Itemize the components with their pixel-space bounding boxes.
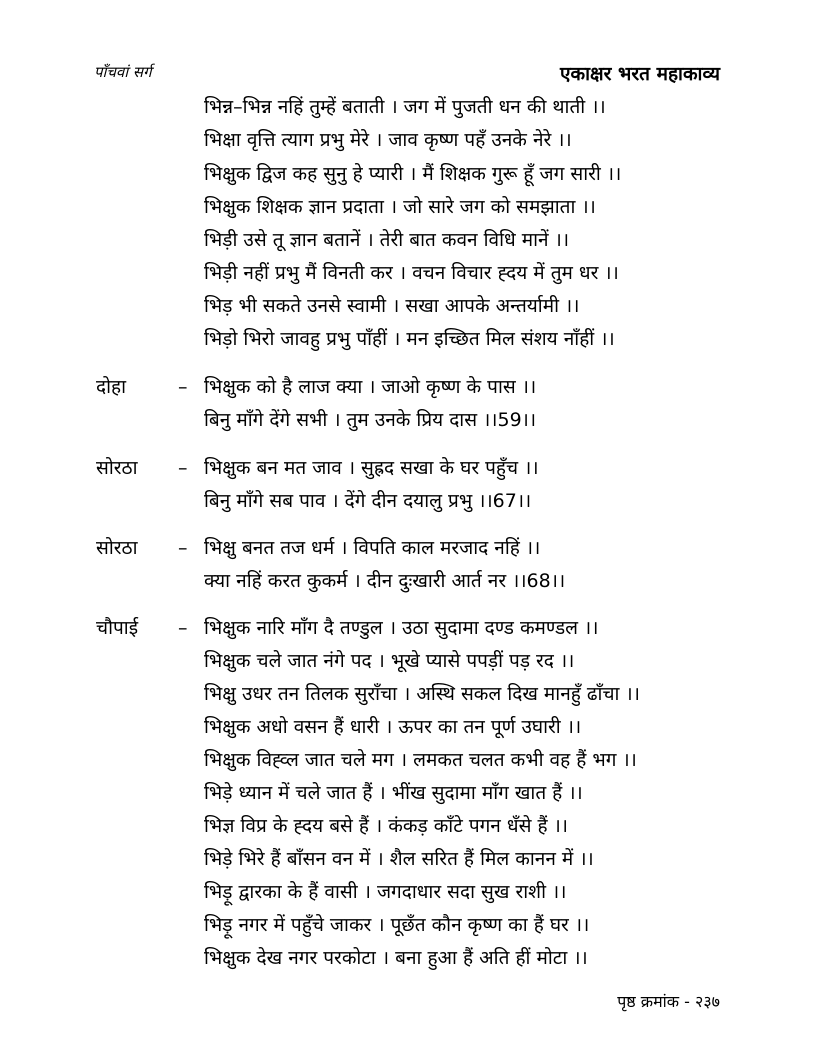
separator-dash: –	[178, 617, 188, 639]
chaupai-line: भिक्षुक चले जात नंगे पद । भूखे प्यासे पपड़ीं पड़ रद ।।	[204, 650, 575, 672]
soratha-label: सोरठा	[96, 537, 138, 559]
verse-line: भिक्षुक शिक्षक ज्ञान प्रदाता । जो सारे जग को समझाता ।।	[204, 196, 596, 218]
chaupai-line: भिक्षुक विह्व्ल जात चले मग । लमकत चलत कभी वह हैं भग ।।	[204, 749, 637, 771]
verse-line: भिड़ो भिरो जावहु प्रभु पाँहीं । मन इच्छित मिल संशय नाँहीं ।।	[204, 328, 615, 350]
doha-line: भिक्षुक को है लाज क्या । जाओ कृष्ण के पास ।।	[204, 376, 537, 398]
chaupai-line: भिड़े भिरे हैं बाँसन वन में । शैल सरित हैं मिल कानन में ।।	[204, 848, 594, 870]
chaupai-line: भिज्ञ विप्र के ह्दय बसे हैं । कंकड़ काँटे पगन धँसे हैं ।।	[204, 815, 568, 837]
soratha-line: भिक्षुक बन मत जाव । सुह्रद सखा के घर पहुँच ।।	[204, 457, 539, 479]
soratha-line: भिक्षु बनत तज धर्म । विपति काल मरजाद नहिं ।।	[204, 537, 541, 559]
chaupai-label: चौपाई	[96, 617, 139, 639]
verse-line: भिन्न–भिन्न नहिं तुम्हें बताती । जग में पुजती धन की थाती ।।	[204, 96, 606, 118]
doha-line: बिनु माँगे देंगे सभी । तुम उनके प्रिय दास ।।59।।	[204, 409, 537, 431]
soratha-line: बिनु माँगे सब पाव । देंगे दीन दयालु प्रभु ।।67।।	[204, 490, 532, 512]
verse-line: भिड़ भी सकते उनसे स्वामी । सखा आपके अन्तर्यामी ।।	[204, 295, 580, 317]
chaupai-line: भिड़े ध्यान में चले जात हैं । भींख सुदामा माँग खात हैं ।।	[204, 782, 583, 804]
chaupai-line: भिक्षुक नारि माँग दै तण्डुल । उठा सुदामा दण्ड कमण्डल ।।	[204, 617, 599, 639]
chapter-header: पाँचवां सर्ग	[94, 63, 152, 81]
book-title-header: एकाक्षर भरत महाकाव्य	[559, 63, 720, 85]
soratha-line: क्या नहिं करत कुकर्म । दीन दुःखारी आर्त नर ।।68।।	[204, 570, 566, 592]
verse-line: भिक्षा वृत्ति त्याग प्रभु मेरे । जाव कृष्ण पहँ उनके नेरे ।।	[204, 129, 572, 151]
chaupai-line: भिक्षु उधर तन तिलक सुराँचा । अस्थि सकल दिख मानहुँ ढाँचा ।।	[204, 683, 640, 705]
chaupai-line: भिक्षुक अधो वसन हैं धारी । ऊपर का तन पूर्ण उघारी ।।	[204, 716, 582, 738]
soratha-label: सोरठा	[96, 457, 138, 479]
doha-label: दोहा	[96, 376, 127, 398]
verse-line: भिड़ी उसे तू ज्ञान बतानें । तेरी बात कवन विधि मानें ।।	[204, 229, 570, 251]
verse-line: भिड़ी नहीं प्रभु मैं विनती कर । वचन विचार ह्दय में तुम धर ।।	[204, 262, 619, 284]
separator-dash: –	[178, 457, 188, 479]
chaupai-line: भिक्षुक देख नगर परकोटा । बना हुआ हैं अति हीं मोटा ।।	[204, 947, 588, 969]
chaupai-line: भिड़ू द्वारका के हैं वासी । जगदाधार सदा सुख राशी ।।	[204, 881, 567, 903]
separator-dash: –	[178, 376, 188, 398]
separator-dash: –	[178, 537, 188, 559]
verse-line: भिक्षुक द्विज कह सुनु हे प्यारी । मैं शिक्षक गुरू हूँ जग सारी ।।	[204, 163, 622, 185]
chaupai-line: भिड़ू नगर में पहुँचे जाकर । पूछँत कौन कृष्ण का हैं घर ।।	[204, 914, 590, 936]
page-number: पृष्ठ क्रमांक - २३७	[617, 992, 720, 1011]
